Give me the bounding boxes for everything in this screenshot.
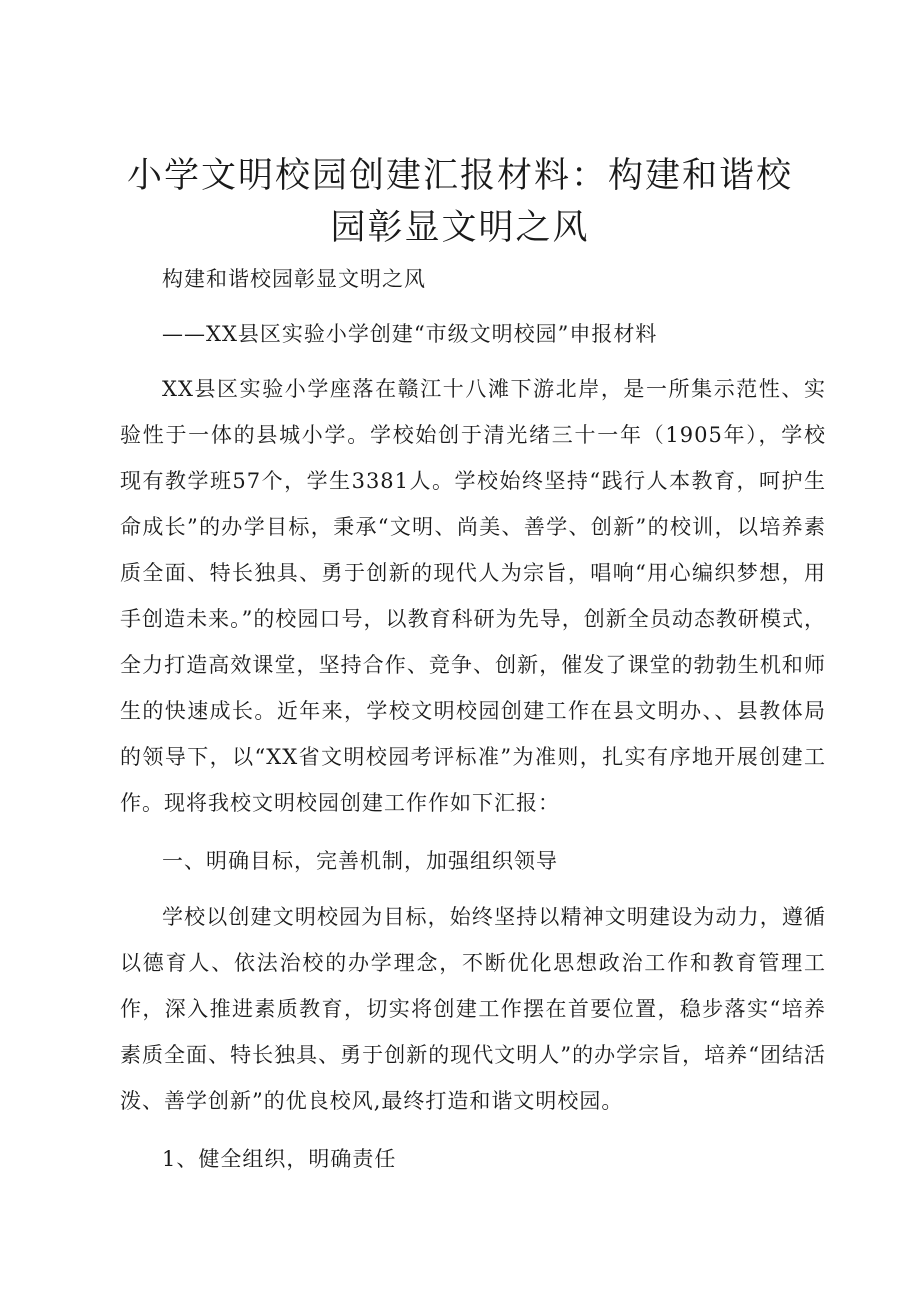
subtitle-main: 构建和谐校园彰显文明之风 bbox=[162, 267, 426, 291]
subsection-heading-1: 1、健全组织，明确责任 bbox=[162, 1147, 397, 1171]
document-title: 小学文明校园创建汇报材料：构建和谐校园彰显文明之风 bbox=[126, 156, 793, 248]
paragraph-intro: XX县区实验小学座落在赣江十八滩下游北岸，是一所集示范性、实验性于一体的县城小学。学校始创于清光绪三十一年（1905年），学校现有教学班57个，学生3381人。学校始终坚持“践行人本教育，呵护生命成长”的办学目标，秉承“文明、尚美、善学、创新”的校训，以培养素质全面、特长独具、勇于创新的现代人为宗旨，唱响“用心编织梦想，用手创造未来。”的校园口号，以教育科研为先导，创新全员动态教研模式，全力打造高效课堂，坚持合作、竞争、创新，催发了课堂的勃勃生机和师生的快速成长。近年来，学校文明校园创建工作在县文明办、、县教体局的领导下，以“XX省文明校园考评标准”为准则，扎实有序地开展创建工作。现将我校文明校园创建工作作如下汇报： bbox=[120, 377, 826, 815]
section-heading-1: 一、明确目标，完善机制，加强组织领导 bbox=[162, 849, 558, 873]
paragraph-goals: 学校以创建文明校园为目标，始终坚持以精神文明建设为动力，遵循以德育人、依法治校的办学理念，不断优化思想政治工作和教育管理工作，深入推进素质教育，切实将创建工作摆在首要位置，稳步落实“培养素质全面、特长独具、勇于创新的现代文明人”的办学宗旨，培养“团结活泼、善学创新”的优良校风,最终打造和谐文明校园。 bbox=[120, 905, 826, 1113]
document-body bbox=[120, 256, 826, 1192]
subtitle-report: ——XX县区实验小学创建“市级文明校园”申报材料 bbox=[162, 322, 658, 346]
